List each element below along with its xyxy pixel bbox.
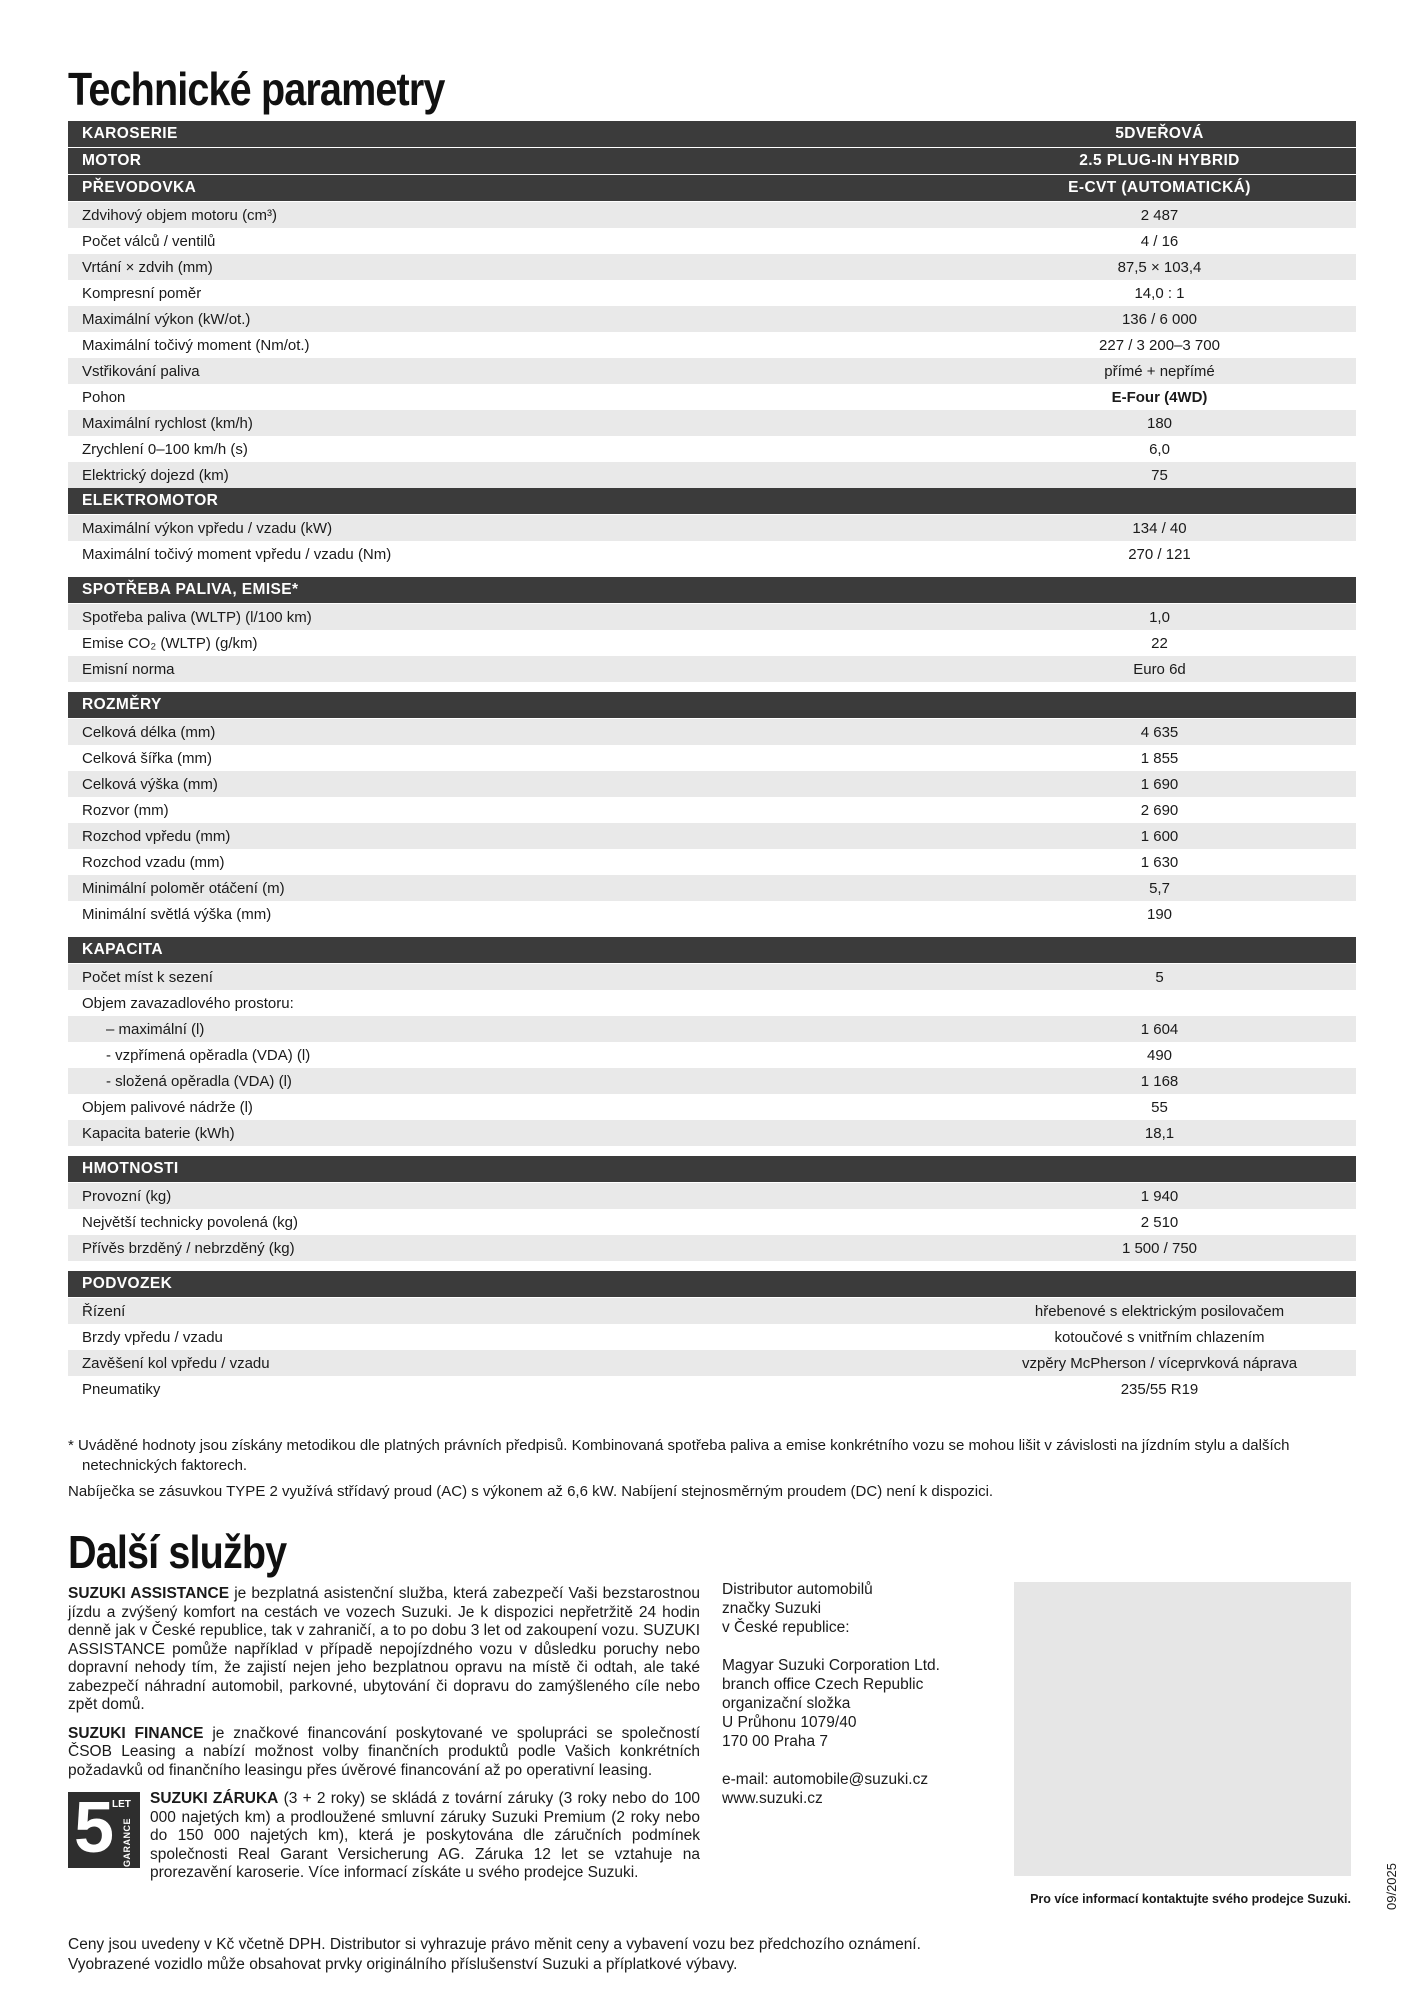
- distributor-info: [722, 1580, 982, 1808]
- finance-text: je značkové financování poskytované ve spolupráci se společností ČSOB Leasing a nabízí možnost volby finančních produktů podle Vašich konkrétních požadavků od finančního leasingu přes úvěrové financování až po operativní leasing.: [68, 1724, 701, 1779]
- spec-label: Celková délka (mm): [82, 723, 216, 741]
- spec-value: 4 / 16: [1140, 232, 1179, 250]
- spec-value: 2 510: [1140, 1213, 1179, 1231]
- spec-label: Brzdy vpředu / vzadu: [82, 1328, 223, 1346]
- spec-row: [68, 1042, 1356, 1068]
- spec-value: 180: [1146, 414, 1173, 432]
- spec-value: 1,0: [1149, 608, 1170, 626]
- spec-value: 75: [1151, 466, 1168, 484]
- section-header-value: 5DVEŘOVÁ: [1115, 125, 1204, 142]
- warranty-paragraph: [150, 1790, 700, 1883]
- spec-value: 1 600: [1140, 827, 1179, 845]
- address-city: 170 00 Praha 7: [722, 1733, 829, 1750]
- dist-line: Distributor automobilů: [722, 1581, 873, 1598]
- spec-row: [68, 1376, 1356, 1402]
- spec-row: [68, 332, 1356, 358]
- spec-value: 227 / 3 200–3 700: [1099, 336, 1220, 354]
- spec-label: Objem zavazadlového prostoru:: [82, 994, 294, 1012]
- spec-row: [68, 1324, 1356, 1350]
- spec-row: [68, 254, 1356, 280]
- spec-row: [68, 541, 1356, 567]
- spec-value: 235/55 R19: [1120, 1380, 1199, 1398]
- spec-row: [68, 630, 1356, 656]
- dist-line: branch office Czech Republic: [722, 1676, 924, 1693]
- spec-label: Kompresní poměr: [82, 284, 202, 302]
- spec-value: vzpěry McPherson / víceprvková náprava: [1021, 1354, 1298, 1372]
- section-header-value: 2.5 PLUG-IN HYBRID: [1079, 152, 1240, 169]
- spec-label: Rozchod vzadu (mm): [82, 853, 225, 871]
- spec-label: - vzpřímená opěradla (VDA) (l): [106, 1046, 311, 1064]
- spec-label: Maximální rychlost (km/h): [82, 414, 253, 432]
- assistance-name: SUZUKI ASSISTANCE: [68, 1585, 230, 1602]
- section-header: [68, 148, 1356, 174]
- dist-line: v České republice:: [722, 1619, 850, 1636]
- spec-row: [68, 1120, 1356, 1146]
- section-header-label: PODVOZEK: [82, 1275, 173, 1292]
- spec-value: 55: [1151, 1098, 1168, 1116]
- spec-row: [68, 306, 1356, 332]
- spec-row: [68, 436, 1356, 462]
- section-header-label: SPOTŘEBA PALIVA, EMISE*: [82, 581, 299, 598]
- spec-row: [68, 771, 1356, 797]
- spec-row: [68, 515, 1356, 541]
- services-column: [68, 1585, 700, 1883]
- spec-value: 1 630: [1140, 853, 1179, 871]
- spec-row: [68, 1094, 1356, 1120]
- spec-label: Rozvor (mm): [82, 801, 169, 819]
- spec-label: Maximální výkon vpředu / vzadu (kW): [82, 519, 333, 537]
- spec-label: Kapacita baterie (kWh): [82, 1124, 235, 1142]
- spec-row: [68, 358, 1356, 384]
- section-header-label: HMOTNOSTI: [82, 1160, 179, 1177]
- spec-value: 6,0: [1149, 440, 1170, 458]
- spec-value: 1 855: [1140, 749, 1179, 767]
- spec-value: 136 / 6 000: [1121, 310, 1198, 328]
- spec-label: Maximální výkon (kW/ot.): [82, 310, 251, 328]
- page-title: Technické parametry: [68, 63, 445, 115]
- spec-value: 4 635: [1140, 723, 1179, 741]
- section-header: [68, 1271, 1356, 1297]
- badge-number: 5: [74, 1788, 115, 1868]
- spec-row: [68, 875, 1356, 901]
- spec-label: Minimální světlá výška (mm): [82, 905, 272, 923]
- spec-value: 190: [1146, 905, 1173, 923]
- section-header-value: E-CVT (AUTOMATICKÁ): [1068, 179, 1251, 196]
- spec-label: Elektrický dojezd (km): [82, 466, 229, 484]
- spec-value: 1 690: [1140, 775, 1179, 793]
- spec-row: [68, 410, 1356, 436]
- spec-label: – maximální (l): [106, 1020, 205, 1038]
- spec-label: Emise CO₂ (WLTP) (g/km): [82, 634, 258, 652]
- dealer-stamp-area: [1014, 1582, 1351, 1876]
- footer-line: Vyobrazené vozidlo může obsahovat prvky originálního příslušenství Suzuki a příplatkové výbavy.: [68, 1956, 738, 1973]
- spec-label: - složená opěradla (VDA) (l): [106, 1072, 292, 1090]
- address-street: U Průhonu 1079/40: [722, 1714, 857, 1731]
- spec-value: 14,0 : 1: [1134, 284, 1185, 302]
- spec-value: 1 604: [1140, 1020, 1179, 1038]
- spec-row: [68, 901, 1356, 927]
- badge-garance: GARANCE: [122, 1818, 132, 1868]
- spec-label: Největší technicky povolená (kg): [82, 1213, 298, 1231]
- spec-value: 1 500 / 750: [1121, 1239, 1198, 1257]
- spec-label: Pneumatiky: [82, 1380, 161, 1398]
- spec-label: Maximální točivý moment vpředu / vzadu (Nm): [82, 545, 392, 563]
- spec-label: Minimální poloměr otáčení (m): [82, 879, 285, 897]
- finance-name: SUZUKI FINANCE: [68, 1724, 204, 1742]
- section-header: [68, 488, 1356, 514]
- spec-value: 87,5 × 103,4: [1117, 258, 1202, 276]
- spec-value: 2 690: [1140, 801, 1179, 819]
- contact-note: Pro více informací kontaktujte svého prodejce Suzuki.: [1030, 1892, 1351, 1906]
- finance-paragraph: [68, 1725, 700, 1781]
- spec-value: Euro 6d: [1133, 660, 1186, 678]
- spec-label: Zrychlení 0–100 km/h (s): [82, 440, 248, 458]
- spec-label: Zavěšení kol vpředu / vzadu: [82, 1354, 270, 1372]
- spec-table: [68, 121, 1356, 1402]
- company-name: Magyar Suzuki Corporation Ltd.: [722, 1657, 940, 1674]
- spec-label: Celková šířka (mm): [82, 749, 213, 767]
- spec-row: [68, 1298, 1356, 1324]
- spec-row: [68, 202, 1356, 228]
- spec-row: [68, 823, 1356, 849]
- spec-row: [68, 656, 1356, 682]
- spec-label: Rozchod vpředu (mm): [82, 827, 231, 845]
- section-header: [68, 577, 1356, 603]
- spec-value: 490: [1146, 1046, 1173, 1064]
- emissions-footnote: * Uváděné hodnoty jsou získány metodikou dle platných právních předpisů. Kombinovaná spotřeba paliva a emise konkrétního vozu se mohou lišit v závislosti na jízdním stylu a dalších netechnických faktorech.: [68, 1437, 1290, 1474]
- section-header: [68, 692, 1356, 718]
- spec-label: Zdvihový objem motoru (cm³): [82, 206, 278, 224]
- spec-label: Maximální točivý moment (Nm/ot.): [82, 336, 310, 354]
- spec-row: [68, 228, 1356, 254]
- spec-value: 22: [1151, 634, 1168, 652]
- spec-row: [68, 1068, 1356, 1094]
- services-title: Další služby: [68, 1526, 287, 1578]
- spec-row: [68, 280, 1356, 306]
- section-header: [68, 121, 1356, 147]
- spec-label: Objem palivové nádrže (l): [82, 1098, 253, 1116]
- spec-label: Celková výška (mm): [82, 775, 218, 793]
- spec-value: hřebenové s elektrickým posilovačem: [1034, 1302, 1285, 1320]
- section-header-label: PŘEVODOVKA: [82, 179, 197, 196]
- footer-disclaimer: [68, 1935, 1328, 1975]
- section-header-label: MOTOR: [82, 152, 142, 169]
- spec-value: 270 / 121: [1128, 545, 1191, 563]
- dist-line: značky Suzuki: [722, 1600, 822, 1617]
- spec-row: [68, 745, 1356, 771]
- section-header: [68, 937, 1356, 963]
- spec-value: 18,1: [1144, 1124, 1175, 1142]
- assistance-paragraph: [68, 1585, 700, 1715]
- dist-line: organizační složka: [722, 1695, 851, 1712]
- spec-label: Počet míst k sezení: [82, 968, 213, 986]
- website-link[interactable]: www.suzuki.cz: [722, 1790, 823, 1807]
- spec-label: Spotřeba paliva (WLTP) (l/100 km): [82, 608, 312, 626]
- spec-label: Řízení: [82, 1302, 126, 1320]
- section-header-label: KAPACITA: [82, 941, 163, 958]
- spec-value: 1 940: [1140, 1187, 1179, 1205]
- spec-row: [68, 1016, 1356, 1042]
- spec-row: [68, 1235, 1356, 1261]
- warranty-badge-icon: [68, 1788, 140, 1868]
- spec-value: E-Four (4WD): [1111, 388, 1208, 406]
- warranty-block: [68, 1790, 700, 1883]
- email-link[interactable]: e-mail: automobile@suzuki.cz: [722, 1771, 929, 1788]
- date-code: 09/2025: [1384, 1863, 1399, 1910]
- spec-label: Přívěs brzděný / nebrzděný (kg): [82, 1239, 295, 1257]
- spec-label: Emisní norma: [82, 660, 175, 678]
- section-header: [68, 175, 1356, 201]
- section-header-label: ROZMĚRY: [82, 696, 162, 713]
- spec-row: [68, 719, 1356, 745]
- spec-row: [68, 849, 1356, 875]
- warranty-name: SUZUKI ZÁRUKA: [150, 1790, 279, 1807]
- spec-row: [68, 797, 1356, 823]
- spec-label: Počet válců / ventilů: [82, 232, 216, 250]
- warranty-text: (3 + 2 roky) se skládá z tovární záruky (3 roky nebo do 100 000 najetých km) a prodloužené smluvní záruky Suzuki Premium (2 roky nebo do 150 000 najetých km), která je poskytována dle záručních podmínek společnosti Real Garant Versicherung AG. Záruka 12 let se vztahuje na prorezavění karoserie. Více informací získáte u svého prodejce Suzuki.: [150, 1790, 700, 1881]
- spec-value: kotoučové s vnitřním chlazením: [1054, 1328, 1265, 1346]
- spec-row: [68, 1209, 1356, 1235]
- spec-row: [68, 1350, 1356, 1376]
- section-header-label: ELEKTROMOTOR: [82, 492, 219, 509]
- spec-row: [68, 462, 1356, 488]
- section-header-label: KAROSERIE: [82, 125, 178, 142]
- spec-label: Vstřikování paliva: [82, 362, 200, 380]
- section-header: [68, 1156, 1356, 1182]
- badge-let: LET: [112, 1799, 131, 1810]
- spec-row: [68, 990, 1356, 1016]
- spec-value: přímé + nepřímé: [1104, 362, 1215, 380]
- spec-row: [68, 604, 1356, 630]
- spec-value: 5,7: [1149, 879, 1170, 897]
- spec-label: Pohon: [82, 388, 126, 406]
- spec-value: 134 / 40: [1132, 519, 1187, 537]
- footer-line: Ceny jsou uvedeny v Kč včetně DPH. Distributor si vyhrazuje právo měnit ceny a vybavení vozu bez předchozího oznámení.: [68, 1936, 921, 1953]
- spec-label: Provozní (kg): [82, 1187, 172, 1205]
- charger-note: Nabíječka se zásuvkou TYPE 2 využívá střídavý proud (AC) s výkonem až 6,6 kW. Nabíjení stejnosměrným proudem (DC) není k dispozici.: [68, 1483, 994, 1500]
- assistance-text: je bezplatná asistenční služba, která zabezpečí Vaši bezstarostnou jízdu a zvýšený komfort na cestách ve vozech Suzuki. Je k dispozici nepřetržitě 24 hodin denně jak v České republice, tak v zahraničí, a to po dobu 3 let od zakoupení vozu. SUZUKI ASSISTANCE pomůže například v případě nepojízdného vozu v důsledku poruchy nebo dopravní nehody tím, že zajistí nejen jeho bezplatnou opravu na místě či odtah, ale také zabezpečí náhradní automobil, parkovné, ubytování či dopravu do zamýšleného cíle nebo zpět domů.: [68, 1585, 700, 1713]
- spec-label: Vrtání × zdvih (mm): [82, 258, 213, 276]
- spec-value: 1 168: [1140, 1072, 1179, 1090]
- spec-value: 5: [1155, 968, 1164, 986]
- spec-value: 2 487: [1140, 206, 1179, 224]
- spec-row: [68, 384, 1356, 410]
- spec-row: [68, 964, 1356, 990]
- spec-row: [68, 1183, 1356, 1209]
